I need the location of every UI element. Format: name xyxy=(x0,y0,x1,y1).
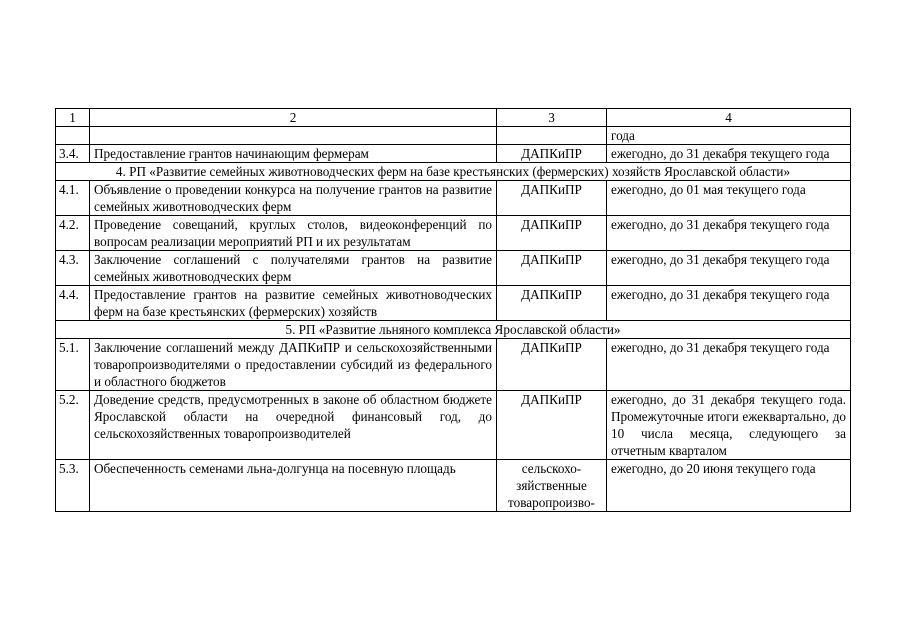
table-row xyxy=(56,127,851,145)
row-number xyxy=(56,127,90,145)
row-measure: Заключение соглашений между ДАПКиПР и сельскохозяйственными товаропроизводителями о предоставлении субсидий из федерального и областного бюджетов xyxy=(90,339,497,391)
row-number: 4.4. xyxy=(56,286,90,321)
row-deadline: ежегодно, до 01 мая текущего года xyxy=(607,181,851,216)
header-col-4: 4 xyxy=(607,109,851,127)
row-measure: Доведение средств, предусмотренных в законе об областном бюджете Ярославской области на очередной финансовый год, до сельскохозяйственных товаропроизводителей xyxy=(90,391,497,460)
section-row xyxy=(56,321,851,339)
row-number: 3.4. xyxy=(56,145,90,163)
row-number: 4.3. xyxy=(56,251,90,286)
table-row xyxy=(56,391,851,460)
row-measure: Предоставление грантов на развитие семейных животноводческих ферм на базе крестьянских (фермерских) хозяйств xyxy=(90,286,497,321)
row-number: 5.3. xyxy=(56,460,90,512)
row-executor: ДАПКиПР xyxy=(497,251,607,286)
row-measure: Обеспеченность семенами льна-долгунца на посевную площадь xyxy=(90,460,497,512)
row-number: 5.1. xyxy=(56,339,90,391)
row-deadline: года xyxy=(607,127,851,145)
row-number: 4.2. xyxy=(56,216,90,251)
row-executor xyxy=(497,127,607,145)
row-number: 4.1. xyxy=(56,181,90,216)
row-deadline: ежегодно, до 31 декабря текущего года xyxy=(607,216,851,251)
row-measure xyxy=(90,127,497,145)
row-deadline: ежегодно, до 31 декабря текущего года xyxy=(607,286,851,321)
section-row xyxy=(56,163,851,181)
section-title: 4. РП «Развитие семейных животноводческих ферм на базе крестьянских (фермерских) хозяйств Ярославской области» xyxy=(56,163,851,181)
row-executor: ДАПКиПР xyxy=(497,145,607,163)
row-executor: ДАПКиПР xyxy=(497,181,607,216)
table-row xyxy=(56,216,851,251)
row-executor: сельскохо-зяйственные товаропроизво- xyxy=(497,460,607,512)
table-row xyxy=(56,251,851,286)
row-executor: ДАПКиПР xyxy=(497,216,607,251)
table-row xyxy=(56,286,851,321)
row-deadline: ежегодно, до 31 декабря текущего года xyxy=(607,339,851,391)
measures-table xyxy=(55,108,851,512)
row-executor: ДАПКиПР xyxy=(497,391,607,460)
table-header-row xyxy=(56,109,851,127)
row-measure: Предоставление грантов начинающим фермерам xyxy=(90,145,497,163)
header-col-1: 1 xyxy=(56,109,90,127)
row-executor: ДАПКиПР xyxy=(497,339,607,391)
row-measure: Проведение совещаний, круглых столов, видеоконференций по вопросам реализации мероприятий РП и их результатам xyxy=(90,216,497,251)
row-executor: ДАПКиПР xyxy=(497,286,607,321)
table-row xyxy=(56,339,851,391)
table-row xyxy=(56,145,851,163)
row-measure: Объявление о проведении конкурса на получение грантов на развитие семейных животноводческих ферм xyxy=(90,181,497,216)
header-col-2: 2 xyxy=(90,109,497,127)
header-col-3: 3 xyxy=(497,109,607,127)
row-number: 5.2. xyxy=(56,391,90,460)
row-deadline: ежегодно, до 31 декабря текущего года xyxy=(607,251,851,286)
table-row xyxy=(56,460,851,512)
row-measure: Заключение соглашений с получателями грантов на развитие семейных животноводческих ферм xyxy=(90,251,497,286)
row-deadline: ежегодно, до 31 декабря текущего года. Промежуточные итоги ежеквартально, до 10 числа месяца, следующего за отчетным кварталом xyxy=(607,391,851,460)
row-deadline: ежегодно, до 31 декабря текущего года xyxy=(607,145,851,163)
section-title: 5. РП «Развитие льняного комплекса Ярославской области» xyxy=(56,321,851,339)
row-deadline: ежегодно, до 20 июня текущего года xyxy=(607,460,851,512)
table-row xyxy=(56,181,851,216)
